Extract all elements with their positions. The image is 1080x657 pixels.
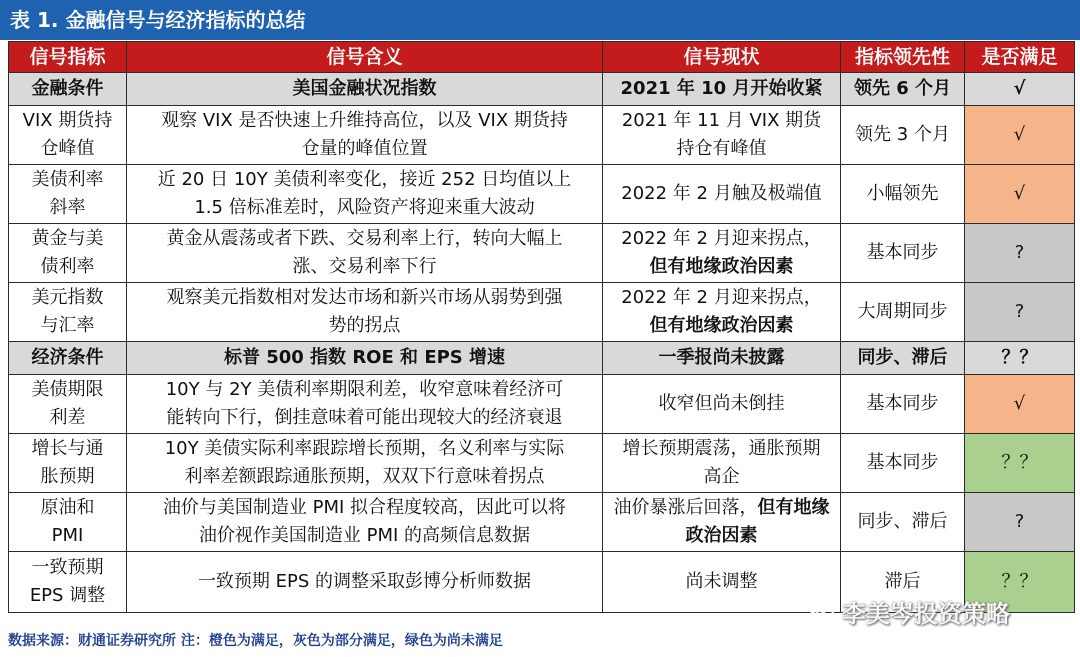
- status-cell: 2022 年 2 月迎来拐点， 但有地缘政治因素: [603, 283, 841, 342]
- header-lead: 指标领先性: [841, 42, 965, 73]
- section-status: 2021 年 10 月开始收紧: [603, 73, 841, 106]
- indicator-cell: 增长与通 胀预期: [9, 434, 127, 493]
- section-name: 金融条件: [9, 73, 127, 106]
- lead-cell: 大周期同步: [841, 283, 965, 342]
- meaning-cell: 观察美元指数相对发达市场和新兴市场从弱势到强 势的拐点: [127, 283, 603, 342]
- indicator-cell: 原油和 PMI: [9, 493, 127, 552]
- header-status: 信号现状: [603, 42, 841, 73]
- satisfied-cell: ？？: [965, 434, 1075, 493]
- footnote: 数据来源：财通证券研究所 注：橙色为满足，灰色为部分满足，绿色为尚未满足: [8, 633, 503, 649]
- wechat-icon: [808, 598, 834, 626]
- header-indicator: 信号指标: [9, 42, 127, 73]
- satisfied-cell: √: [965, 106, 1075, 165]
- section-lead: 领先 6 个月: [841, 73, 965, 106]
- meaning-cell: 油价与美国制造业 PMI 拟合程度较高，因此可以将 油价视作美国制造业 PMI 的高频信息数据: [127, 493, 603, 552]
- satisfied-cell: ?: [965, 283, 1075, 342]
- watermark-text: 李美岑投资策略: [842, 600, 1010, 628]
- satisfied-cell: ？？: [965, 552, 1075, 613]
- indicator-cell: 美债期限 利差: [9, 375, 127, 434]
- status-cell: 增长预期震荡，通胀预期 高企: [603, 434, 841, 493]
- lead-cell: 领先 3 个月: [841, 106, 965, 165]
- status-cell: 收窄但尚未倒挂: [603, 375, 841, 434]
- status-cell: 尚未调整: [603, 552, 841, 613]
- meaning-cell: 黄金从震荡或者下跌、交易利率上行，转向大幅上 涨、交易利率下行: [127, 224, 603, 283]
- section-meaning: 标普 500 指数 ROE 和 EPS 增速: [127, 342, 603, 375]
- satisfied-cell: ?: [965, 224, 1075, 283]
- satisfied-cell: ?: [965, 493, 1075, 552]
- section-name: 经济条件: [9, 342, 127, 375]
- table-row: [9, 165, 1075, 224]
- section-satisfied: ？？: [965, 342, 1075, 375]
- status-cell: 油价暴涨后回落，但有地缘政治因素: [603, 493, 841, 552]
- section-lead: 同步、滞后: [841, 342, 965, 375]
- indicator-cell: VIX 期货持 仓峰值: [9, 106, 127, 165]
- table-row: [9, 106, 1075, 165]
- indicator-cell: 一致预期 EPS 调整: [9, 552, 127, 613]
- table-title: 表 1. 金融信号与经济指标的总结: [0, 0, 1080, 40]
- status-cell: 2022 年 2 月迎来拐点， 但有地缘政治因素: [603, 224, 841, 283]
- table-header-row: [9, 42, 1075, 73]
- meaning-cell: 近 20 日 10Y 美债利率变化，接近 252 日均值以上 1.5 倍标准差时，风险资产将迎来重大波动: [127, 165, 603, 224]
- indicator-cell: 美债利率 斜率: [9, 165, 127, 224]
- indicator-cell: 美元指数 与汇率: [9, 283, 127, 342]
- summary-table: [8, 41, 1075, 613]
- header-satisfied: 是否满足: [965, 42, 1075, 73]
- lead-cell: 基本同步: [841, 224, 965, 283]
- table-row: [9, 434, 1075, 493]
- watermark: [808, 594, 1010, 629]
- indicator-cell: 黄金与美 债利率: [9, 224, 127, 283]
- lead-cell: 滞后: [841, 552, 965, 613]
- header-meaning: 信号含义: [127, 42, 603, 73]
- lead-cell: 同步、滞后: [841, 493, 965, 552]
- section-satisfied: √: [965, 73, 1075, 106]
- section-meaning: 美国金融状况指数: [127, 73, 603, 106]
- satisfied-cell: √: [965, 375, 1075, 434]
- meaning-cell: 一致预期 EPS 的调整采取彭博分析师数据: [127, 552, 603, 613]
- table-row: [9, 493, 1075, 552]
- lead-cell: 基本同步: [841, 434, 965, 493]
- table-row: [9, 283, 1075, 342]
- section-status: 一季报尚未披露: [603, 342, 841, 375]
- section-row-economic: [9, 342, 1075, 375]
- meaning-cell: 10Y 与 2Y 美债利率期限利差，收窄意味着经济可 能转向下行，倒挂意味着可能出现较大的经济衰退: [127, 375, 603, 434]
- table-row: [9, 375, 1075, 434]
- meaning-cell: 10Y 美债实际利率跟踪增长预期，名义利率与实际 利率差额跟踪通胀预期，双双下行意味着拐点: [127, 434, 603, 493]
- status-cell: 2022 年 2 月触及极端值: [603, 165, 841, 224]
- table-row: [9, 224, 1075, 283]
- section-row-financial: [9, 73, 1075, 106]
- lead-cell: 基本同步: [841, 375, 965, 434]
- lead-cell: 小幅领先: [841, 165, 965, 224]
- satisfied-cell: √: [965, 165, 1075, 224]
- meaning-cell: 观察 VIX 是否快速上升维持高位，以及 VIX 期货持 仓量的峰值位置: [127, 106, 603, 165]
- status-cell: 2021 年 11 月 VIX 期货 持仓有峰值: [603, 106, 841, 165]
